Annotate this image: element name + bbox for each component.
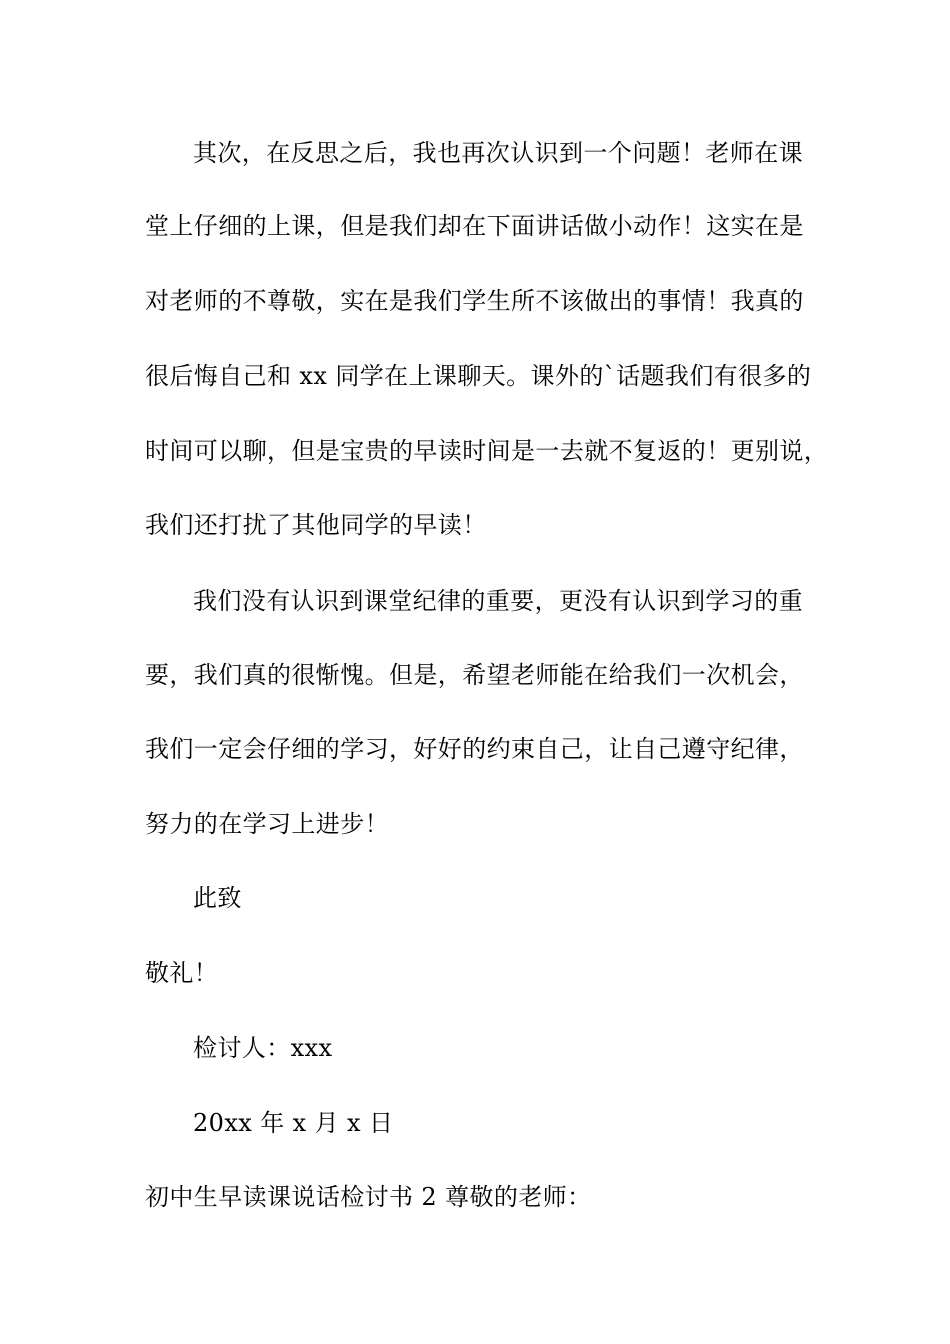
paragraph-line: 我们一定会仔细的学习，好好的约束自己，让自己遵守纪律， [145,735,804,763]
paragraph-line: 其次，在反思之后，我也再次认识到一个问题！老师在课 [193,139,803,167]
paragraph-line: 我们还打扰了其他同学的早读！ [145,511,487,539]
paragraph-line: 努力的在学习上进步！ [145,810,389,838]
paragraph-line: 堂上仔细的上课，但是我们却在下面讲话做小动作！这实在是 [145,212,804,240]
closing-salutation: 此致 [193,884,242,912]
paragraph-line: 时间可以聊，但是宝贵的早读时间是一去就不复返的！更别说， [145,437,829,465]
paragraph-line: 对老师的不尊敬，实在是我们学生所不该做出的事情！我真的 [145,287,804,315]
closing-regards: 敬礼！ [145,959,219,987]
section-heading: 初中生早读课说话检讨书 2 尊敬的老师： [145,1183,592,1211]
paragraph-line: 很后悔自己和 xx 同学在上课聊天。课外的`话题我们有很多的 [145,362,812,390]
paragraph-line: 我们没有认识到课堂纪律的重要，更没有认识到学习的重 [193,587,803,615]
date-line: 20xx 年 x 月 x 日 [193,1109,394,1137]
paragraph-line: 要，我们真的很惭愧。但是，希望老师能在给我们一次机会， [145,661,804,689]
signature-line: 检讨人：xxx [193,1034,333,1062]
